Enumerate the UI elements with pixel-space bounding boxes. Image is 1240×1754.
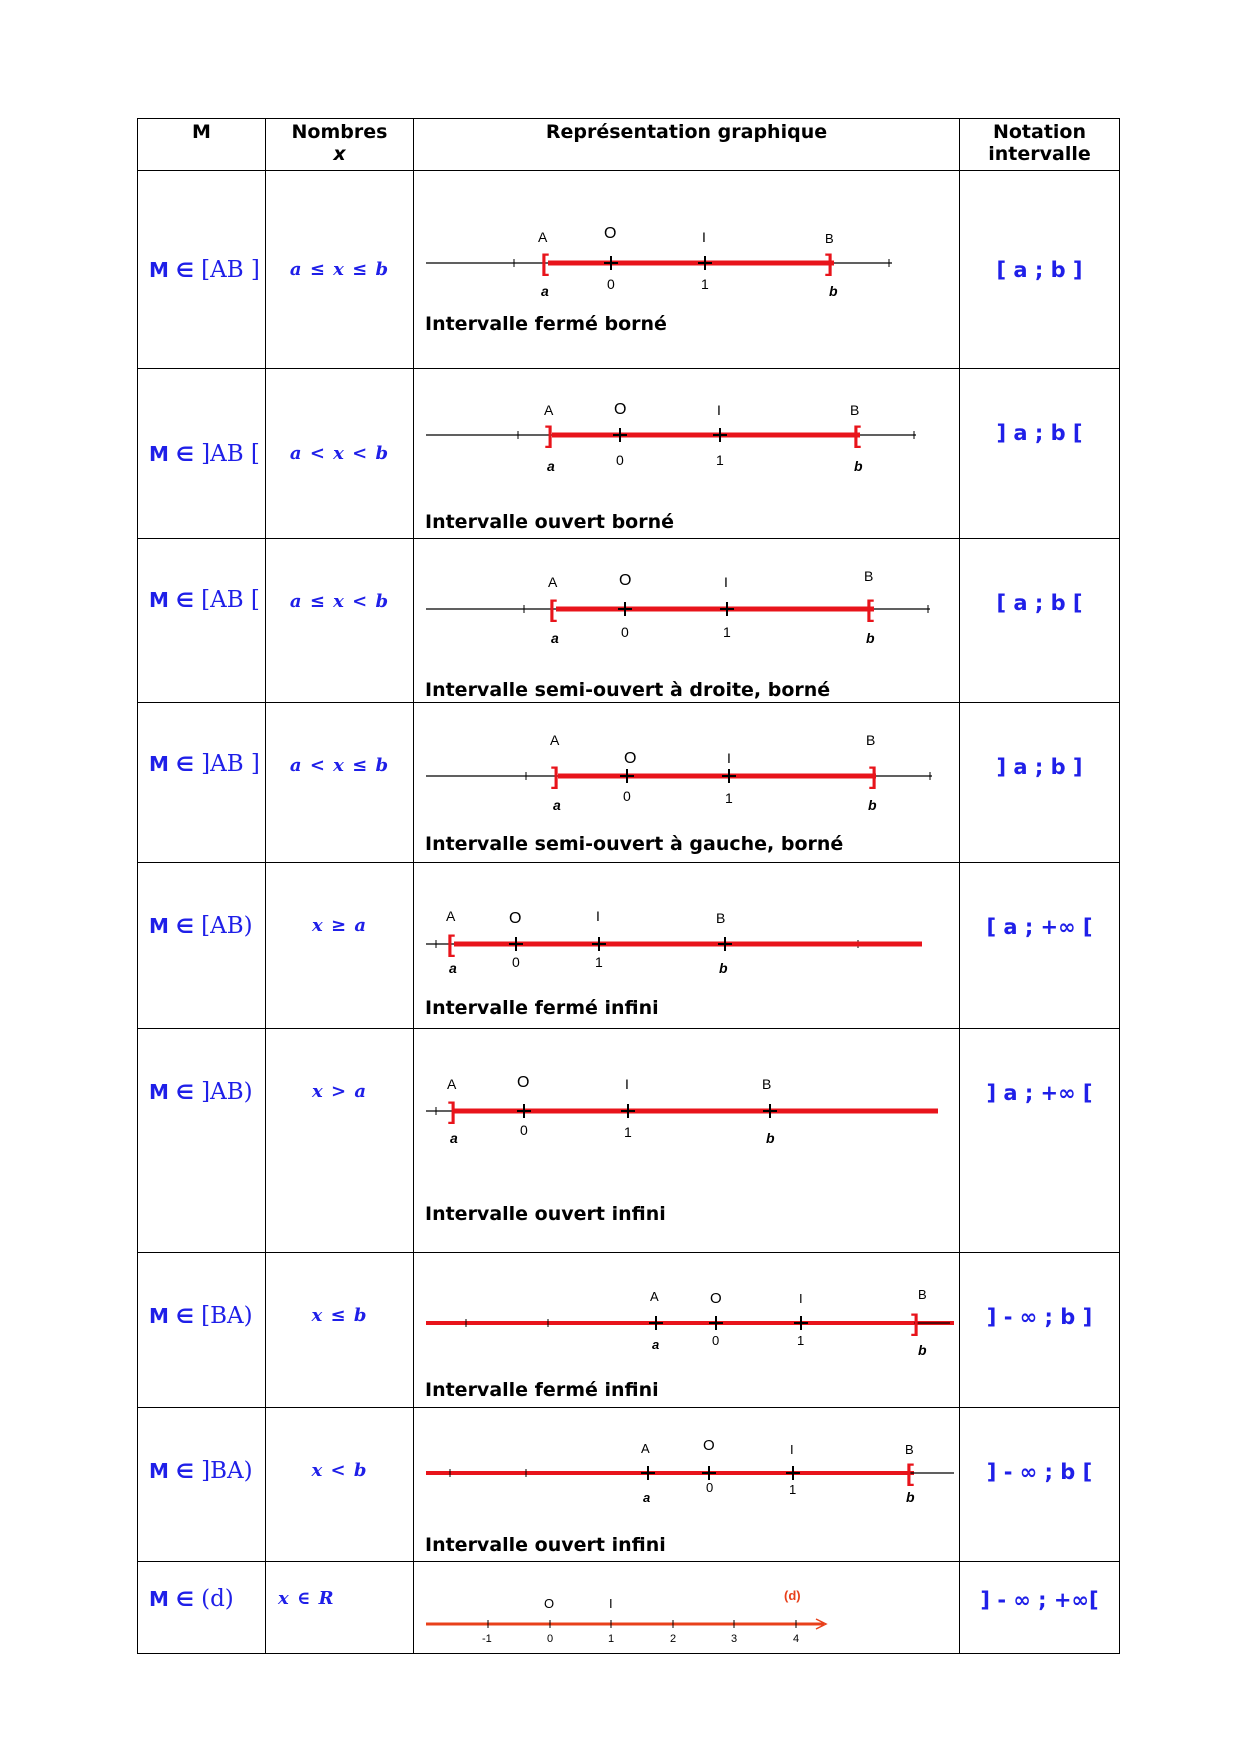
table-row xyxy=(138,863,1120,1029)
point-O-label: O xyxy=(710,1290,722,1307)
m-cell: M ∈ [BA) xyxy=(138,1253,266,1408)
point-I-label: I xyxy=(609,1596,613,1611)
tick-a-label: a xyxy=(449,960,457,976)
point-A-label: A xyxy=(446,908,456,924)
tick-a-label: a xyxy=(551,630,559,646)
tick-a-label: a xyxy=(643,1490,651,1505)
interval-caption: Intervalle ouvert infini xyxy=(425,1534,666,1556)
tick-b-label: b xyxy=(918,1342,927,1358)
m-cell: M ∈ ]BA) xyxy=(138,1408,266,1562)
m-cell: M ∈ [AB) xyxy=(138,863,266,1029)
interval-caption: Intervalle ouvert borné xyxy=(425,511,675,533)
tick-b-label: b xyxy=(868,797,877,813)
intervals-table xyxy=(137,118,1120,1654)
tick-a-label: a xyxy=(541,283,549,299)
tick-1-label: 1 xyxy=(725,790,733,806)
m-cell: M ∈ (d) xyxy=(138,1562,266,1654)
tick-a-label: a xyxy=(450,1130,458,1146)
notation-cell: ] a ; b [ xyxy=(960,369,1120,539)
interval-caption: Intervalle fermé infini xyxy=(425,1379,659,1401)
point-A-label: A xyxy=(538,229,548,245)
point-I-label: I xyxy=(790,1442,794,1457)
table-row xyxy=(138,1253,1120,1408)
numbers-cell: x ≥ a xyxy=(266,863,414,1029)
graph-cell xyxy=(414,1562,960,1654)
tick-label: 0 xyxy=(547,1633,554,1645)
point-A-label: A xyxy=(650,1289,659,1304)
header-notation: Notation intervalle xyxy=(960,119,1120,171)
number-line xyxy=(414,171,960,369)
header-m: M xyxy=(138,119,266,171)
tick-label: -1 xyxy=(482,1633,492,1645)
tick-b-label: b xyxy=(854,458,863,474)
notation-cell: ] - ∞ ; b [ xyxy=(960,1408,1120,1562)
right-bracket: [ xyxy=(906,1460,914,1487)
tick-0-label: 0 xyxy=(520,1122,528,1138)
right-bracket: ] xyxy=(825,250,833,277)
notation-cell: ] - ∞ ; +∞[ xyxy=(960,1562,1120,1654)
point-I-label: I xyxy=(702,229,706,245)
tick-1-label: 1 xyxy=(789,1482,797,1497)
point-O-label: O xyxy=(604,225,617,242)
graph-cell xyxy=(414,1029,960,1253)
tick-0-label: 0 xyxy=(616,452,624,468)
tick-1-label: 1 xyxy=(624,1124,632,1140)
notation-cell: ] - ∞ ; b ] xyxy=(960,1253,1120,1408)
tick-b-label: b xyxy=(766,1130,775,1146)
right-bracket: ] xyxy=(869,763,877,790)
table-row xyxy=(138,369,1120,539)
numbers-cell: x > a xyxy=(266,1029,414,1253)
tick-label: 4 xyxy=(793,1633,800,1645)
point-A-label: A xyxy=(548,574,558,590)
tick-0-label: 0 xyxy=(706,1480,714,1495)
numbers-cell: a ≤ x ≤ b xyxy=(266,171,414,369)
point-I-label: I xyxy=(625,1076,629,1092)
tick-a-label: a xyxy=(652,1337,660,1352)
m-cell: M ∈ ]AB [ xyxy=(138,369,266,539)
tick-0-label: 0 xyxy=(621,624,629,640)
left-bracket: [ xyxy=(549,596,557,623)
tick-label: 1 xyxy=(608,1633,615,1645)
tick-0-label: 0 xyxy=(607,276,615,292)
point-I-label: I xyxy=(727,750,731,766)
table-row xyxy=(138,703,1120,863)
number-line xyxy=(414,1562,960,1654)
graph-cell xyxy=(414,1253,960,1408)
point-I-label: I xyxy=(596,908,600,924)
m-cell: M ∈ [AB ] xyxy=(138,171,266,369)
table-row xyxy=(138,171,1120,369)
point-B-label: B xyxy=(716,910,726,926)
m-cell: M ∈ ]AB) xyxy=(138,1029,266,1253)
left-bracket: ] xyxy=(545,422,553,449)
tick-1-label: 1 xyxy=(797,1333,805,1348)
m-cell: M ∈ [AB [ xyxy=(138,539,266,703)
point-B-label: B xyxy=(762,1076,772,1092)
right-bracket: [ xyxy=(853,422,861,449)
point-A-label: A xyxy=(544,402,554,418)
point-A-label: A xyxy=(550,732,560,748)
point-B-label: B xyxy=(866,732,876,748)
point-O-label: O xyxy=(509,910,522,927)
notation-cell: ] a ; +∞ [ xyxy=(960,1029,1120,1253)
table-row xyxy=(138,539,1120,703)
table-row xyxy=(138,1029,1120,1253)
point-B-label: B xyxy=(825,231,834,246)
notation-cell: [ a ; +∞ [ xyxy=(960,863,1120,1029)
point-B-label: B xyxy=(864,568,874,584)
graph-cell xyxy=(414,171,960,369)
tick-b-label: b xyxy=(719,960,728,976)
left-bracket: ] xyxy=(448,1098,456,1125)
tick-1-label: 1 xyxy=(716,452,724,468)
tick-0-label: 0 xyxy=(623,788,631,804)
graph-cell xyxy=(414,1408,960,1562)
left-bracket: [ xyxy=(541,250,549,277)
tick-1-label: 1 xyxy=(701,276,709,292)
interval-caption: Intervalle semi-ouvert à gauche, borné xyxy=(425,833,844,855)
header-representation: Représentation graphique xyxy=(414,119,960,171)
interval-caption: Intervalle semi-ouvert à droite, borné xyxy=(425,679,831,701)
right-bracket: ] xyxy=(911,1310,919,1337)
interval-caption: Intervalle fermé infini xyxy=(425,997,659,1019)
notation-cell: ] a ; b ] xyxy=(960,703,1120,863)
numbers-cell: a < x ≤ b xyxy=(266,703,414,863)
numbers-cell: a ≤ x < b xyxy=(266,539,414,703)
notation-cell: [ a ; b [ xyxy=(960,539,1120,703)
m-cell: M ∈ ]AB ] xyxy=(138,703,266,863)
table-row xyxy=(138,1408,1120,1562)
point-O-label: O xyxy=(619,572,632,589)
tick-a-label: a xyxy=(547,458,555,474)
table-row xyxy=(138,1562,1120,1654)
point-A-label: A xyxy=(447,1076,457,1092)
point-O-label: O xyxy=(614,401,627,418)
notation-cell: [ a ; b ] xyxy=(960,171,1120,369)
right-bracket: [ xyxy=(866,596,874,623)
point-B-label: B xyxy=(905,1442,914,1457)
numbers-cell: a < x < b xyxy=(266,369,414,539)
point-O-label: O xyxy=(624,750,637,767)
tick-0-label: 0 xyxy=(512,954,520,970)
tick-label: 2 xyxy=(670,1633,677,1645)
tick-a-label: a xyxy=(553,797,561,813)
numbers-cell: x ∈ R xyxy=(266,1562,414,1654)
tick-0-label: 0 xyxy=(712,1333,720,1348)
point-O-label: O xyxy=(544,1596,555,1611)
point-O-label: O xyxy=(517,1074,530,1091)
point-I-label: I xyxy=(724,574,728,590)
interval-caption: Intervalle ouvert infini xyxy=(425,1203,666,1225)
point-I-label: I xyxy=(717,402,721,418)
tick-b-label: b xyxy=(866,630,875,646)
point-B-label: B xyxy=(850,402,860,418)
point-B-label: B xyxy=(918,1287,927,1302)
graph-cell xyxy=(414,863,960,1029)
point-I-label: I xyxy=(799,1291,803,1306)
point-A-label: A xyxy=(641,1441,650,1456)
point-O-label: O xyxy=(703,1437,715,1454)
numbers-cell: x ≤ b xyxy=(266,1253,414,1408)
header-nombres: Nombres x xyxy=(266,119,414,171)
numbers-cell: x < b xyxy=(266,1408,414,1562)
line-d-label: (d) xyxy=(784,1588,801,1603)
graph-cell xyxy=(414,703,960,863)
tick-b-label: b xyxy=(829,283,838,299)
tick-1-label: 1 xyxy=(595,954,603,970)
graph-cell xyxy=(414,539,960,703)
left-bracket: [ xyxy=(447,931,455,958)
tick-b-label: b xyxy=(906,1489,915,1505)
left-bracket: ] xyxy=(551,763,559,790)
tick-1-label: 1 xyxy=(723,624,731,640)
tick-label: 3 xyxy=(731,1633,738,1645)
interval-caption: Intervalle fermé borné xyxy=(425,313,667,335)
header-row xyxy=(138,119,1120,171)
graph-cell xyxy=(414,369,960,539)
